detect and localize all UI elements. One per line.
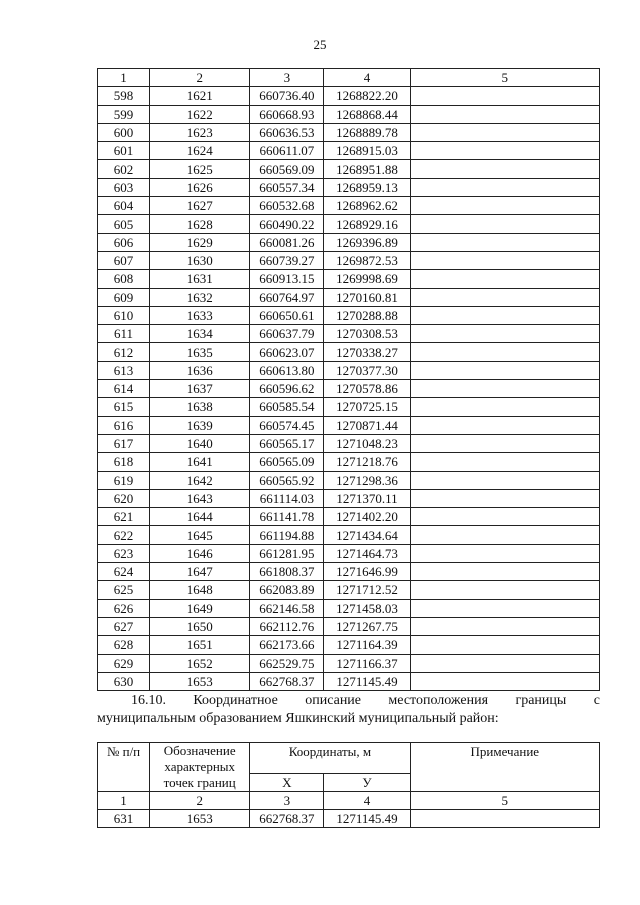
cell-x: 660611.07 xyxy=(250,142,324,160)
cell-x: 661194.88 xyxy=(250,526,324,544)
cell-num: 600 xyxy=(98,123,150,141)
cell-note xyxy=(410,270,599,288)
cell-note xyxy=(410,453,599,471)
cell-point: 1634 xyxy=(150,325,250,343)
table-row xyxy=(98,197,600,215)
section-heading-line-2: муниципальным образованием Яшкинский муниципальный район: xyxy=(97,711,499,726)
cell-num: 613 xyxy=(98,361,150,379)
numbering-cell: 2 xyxy=(150,792,250,810)
cell-point: 1653 xyxy=(150,810,250,828)
table-row xyxy=(98,142,600,160)
cell-point: 1629 xyxy=(150,233,250,251)
cell-note xyxy=(410,160,599,178)
cell-point: 1640 xyxy=(150,434,250,452)
cell-x: 660736.40 xyxy=(250,87,324,105)
para-word: с xyxy=(593,693,600,708)
header-note: Примечание xyxy=(410,743,599,792)
para-word: Координатное xyxy=(193,693,278,708)
table-row xyxy=(98,508,600,526)
cell-point: 1644 xyxy=(150,508,250,526)
cell-note xyxy=(410,508,599,526)
cell-note xyxy=(410,581,599,599)
cell-x: 660613.80 xyxy=(250,361,324,379)
cell-note xyxy=(410,325,599,343)
cell-y: 1270377.30 xyxy=(324,361,410,379)
table-row xyxy=(98,489,600,507)
cell-num: 620 xyxy=(98,489,150,507)
cell-x: 660636.53 xyxy=(250,123,324,141)
cell-num: 625 xyxy=(98,581,150,599)
header-coordinates: Координаты, м xyxy=(250,743,410,774)
table-row xyxy=(98,178,600,196)
para-word: местоположения xyxy=(388,693,489,708)
header-cell: 1 xyxy=(98,69,150,87)
cell-y: 1271048.23 xyxy=(324,434,410,452)
cell-x: 660081.26 xyxy=(250,233,324,251)
table-row xyxy=(98,325,600,343)
cell-num: 609 xyxy=(98,288,150,306)
cell-num: 623 xyxy=(98,544,150,562)
cell-x: 660565.92 xyxy=(250,471,324,489)
cell-point: 1643 xyxy=(150,489,250,507)
cell-note xyxy=(410,142,599,160)
table-row xyxy=(98,343,600,361)
cell-point: 1651 xyxy=(150,636,250,654)
cell-point: 1625 xyxy=(150,160,250,178)
cell-x: 661808.37 xyxy=(250,563,324,581)
cell-x: 662768.37 xyxy=(250,672,324,690)
table-row xyxy=(98,810,600,828)
cell-x: 661141.78 xyxy=(250,508,324,526)
table-row xyxy=(98,306,600,324)
cell-num: 616 xyxy=(98,416,150,434)
table-row xyxy=(98,160,600,178)
cell-point: 1633 xyxy=(150,306,250,324)
cell-x: 662768.37 xyxy=(250,810,324,828)
cell-x: 660637.79 xyxy=(250,325,324,343)
para-word: описание xyxy=(305,693,362,708)
cell-note xyxy=(410,178,599,196)
cell-num: 605 xyxy=(98,215,150,233)
cell-y: 1271164.39 xyxy=(324,636,410,654)
cell-point: 1626 xyxy=(150,178,250,196)
table-row xyxy=(98,270,600,288)
cell-x: 662529.75 xyxy=(250,654,324,672)
numbering-cell: 4 xyxy=(324,792,410,810)
cell-x: 660569.09 xyxy=(250,160,324,178)
header-x: X xyxy=(250,774,324,792)
para-word: 16.10. xyxy=(131,693,166,708)
table-row xyxy=(98,123,600,141)
cell-x: 662173.66 xyxy=(250,636,324,654)
cell-y: 1271712.52 xyxy=(324,581,410,599)
table-row xyxy=(98,636,600,654)
header-y: У xyxy=(324,774,410,792)
cell-y: 1270308.53 xyxy=(324,325,410,343)
cell-x: 660668.93 xyxy=(250,105,324,123)
cell-note xyxy=(410,672,599,690)
header-cell: 2 xyxy=(150,69,250,87)
section-heading-line-1 xyxy=(97,692,600,710)
cell-x: 660913.15 xyxy=(250,270,324,288)
table-row xyxy=(98,581,600,599)
cell-point: 1641 xyxy=(150,453,250,471)
table-row xyxy=(98,471,600,489)
cell-point: 1635 xyxy=(150,343,250,361)
cell-num: 619 xyxy=(98,471,150,489)
cell-num: 599 xyxy=(98,105,150,123)
cell-y: 1268959.13 xyxy=(324,178,410,196)
cell-note xyxy=(410,434,599,452)
cell-y: 1271646.99 xyxy=(324,563,410,581)
cell-x: 660739.27 xyxy=(250,251,324,269)
cell-num: 622 xyxy=(98,526,150,544)
coordinates-table-continued xyxy=(97,68,600,691)
cell-x: 660565.17 xyxy=(250,434,324,452)
cell-note xyxy=(410,288,599,306)
cell-note xyxy=(410,416,599,434)
para-word: границы xyxy=(515,693,567,708)
cell-num: 626 xyxy=(98,599,150,617)
cell-y: 1268868.44 xyxy=(324,105,410,123)
table-row xyxy=(98,87,600,105)
cell-num: 602 xyxy=(98,160,150,178)
table-header-row xyxy=(98,69,600,87)
header-num: № п/п xyxy=(98,743,150,792)
cell-y: 1271145.49 xyxy=(324,672,410,690)
cell-point: 1622 xyxy=(150,105,250,123)
cell-point: 1653 xyxy=(150,672,250,690)
cell-y: 1271370.11 xyxy=(324,489,410,507)
cell-y: 1268962.62 xyxy=(324,197,410,215)
cell-y: 1269998.69 xyxy=(324,270,410,288)
cell-num: 610 xyxy=(98,306,150,324)
cell-y: 1271464.73 xyxy=(324,544,410,562)
cell-y: 1270725.15 xyxy=(324,398,410,416)
cell-x: 660490.22 xyxy=(250,215,324,233)
cell-note xyxy=(410,654,599,672)
cell-point: 1624 xyxy=(150,142,250,160)
cell-y: 1271145.49 xyxy=(324,810,410,828)
cell-x: 660650.61 xyxy=(250,306,324,324)
table-row xyxy=(98,361,600,379)
cell-note xyxy=(410,306,599,324)
cell-y: 1268822.20 xyxy=(324,87,410,105)
cell-point: 1639 xyxy=(150,416,250,434)
cell-x: 660764.97 xyxy=(250,288,324,306)
cell-y: 1269872.53 xyxy=(324,251,410,269)
cell-note xyxy=(410,197,599,215)
table-row xyxy=(98,599,600,617)
cell-point: 1623 xyxy=(150,123,250,141)
cell-y: 1271267.75 xyxy=(324,617,410,635)
cell-note xyxy=(410,544,599,562)
cell-num: 621 xyxy=(98,508,150,526)
cell-x: 660585.54 xyxy=(250,398,324,416)
cell-num: 598 xyxy=(98,87,150,105)
cell-point: 1652 xyxy=(150,654,250,672)
cell-note xyxy=(410,489,599,507)
cell-num: 614 xyxy=(98,380,150,398)
header-cell: 5 xyxy=(410,69,599,87)
table-row xyxy=(98,654,600,672)
cell-y: 1271458.03 xyxy=(324,599,410,617)
cell-point: 1650 xyxy=(150,617,250,635)
page-number: 25 xyxy=(313,37,327,52)
cell-y: 1270871.44 xyxy=(324,416,410,434)
header-cell: 3 xyxy=(250,69,324,87)
coordinates-table-yashkinsky xyxy=(97,742,600,828)
cell-note xyxy=(410,361,599,379)
cell-point: 1631 xyxy=(150,270,250,288)
cell-x: 660623.07 xyxy=(250,343,324,361)
cell-x: 660557.34 xyxy=(250,178,324,196)
cell-point: 1649 xyxy=(150,599,250,617)
cell-note xyxy=(410,526,599,544)
table-row xyxy=(98,215,600,233)
table-row xyxy=(98,453,600,471)
cell-y: 1271218.76 xyxy=(324,453,410,471)
table-row xyxy=(98,563,600,581)
cell-point: 1645 xyxy=(150,526,250,544)
cell-num: 611 xyxy=(98,325,150,343)
cell-point: 1648 xyxy=(150,581,250,599)
cell-num: 603 xyxy=(98,178,150,196)
cell-note xyxy=(410,380,599,398)
cell-point: 1646 xyxy=(150,544,250,562)
cell-x: 660532.68 xyxy=(250,197,324,215)
cell-point: 1632 xyxy=(150,288,250,306)
table-row xyxy=(98,233,600,251)
cell-num: 624 xyxy=(98,563,150,581)
cell-y: 1268929.16 xyxy=(324,215,410,233)
cell-num: 604 xyxy=(98,197,150,215)
cell-x: 660574.45 xyxy=(250,416,324,434)
cell-num: 631 xyxy=(98,810,150,828)
cell-y: 1271402.20 xyxy=(324,508,410,526)
cell-num: 601 xyxy=(98,142,150,160)
cell-y: 1270160.81 xyxy=(324,288,410,306)
cell-point: 1628 xyxy=(150,215,250,233)
table-row xyxy=(98,398,600,416)
cell-num: 629 xyxy=(98,654,150,672)
cell-note xyxy=(410,105,599,123)
cell-y: 1270288.88 xyxy=(324,306,410,324)
cell-num: 612 xyxy=(98,343,150,361)
cell-note xyxy=(410,343,599,361)
table-row xyxy=(98,617,600,635)
cell-note xyxy=(410,398,599,416)
cell-num: 628 xyxy=(98,636,150,654)
header-designation: Обозначение характерных точек границ xyxy=(150,743,250,792)
cell-num: 608 xyxy=(98,270,150,288)
cell-note xyxy=(410,233,599,251)
cell-x: 660596.62 xyxy=(250,380,324,398)
cell-y: 1271434.64 xyxy=(324,526,410,544)
table-row xyxy=(98,526,600,544)
cell-note xyxy=(410,251,599,269)
cell-note xyxy=(410,123,599,141)
cell-num: 615 xyxy=(98,398,150,416)
cell-point: 1627 xyxy=(150,197,250,215)
cell-num: 617 xyxy=(98,434,150,452)
cell-num: 618 xyxy=(98,453,150,471)
cell-note xyxy=(410,810,599,828)
cell-note xyxy=(410,563,599,581)
table-row xyxy=(98,251,600,269)
cell-y: 1268951.88 xyxy=(324,160,410,178)
table-row xyxy=(98,544,600,562)
cell-point: 1647 xyxy=(150,563,250,581)
numbering-cell: 3 xyxy=(250,792,324,810)
numbering-cell: 1 xyxy=(98,792,150,810)
cell-num: 630 xyxy=(98,672,150,690)
cell-x: 661114.03 xyxy=(250,489,324,507)
cell-note xyxy=(410,471,599,489)
cell-y: 1270338.27 xyxy=(324,343,410,361)
cell-note xyxy=(410,599,599,617)
table-row xyxy=(98,288,600,306)
cell-note xyxy=(410,215,599,233)
cell-x: 660565.09 xyxy=(250,453,324,471)
header-cell: 4 xyxy=(324,69,410,87)
cell-y: 1269396.89 xyxy=(324,233,410,251)
table-row xyxy=(98,416,600,434)
cell-x: 662112.76 xyxy=(250,617,324,635)
cell-point: 1638 xyxy=(150,398,250,416)
table-row xyxy=(98,672,600,690)
cell-num: 627 xyxy=(98,617,150,635)
cell-y: 1271298.36 xyxy=(324,471,410,489)
cell-y: 1268889.78 xyxy=(324,123,410,141)
table-row xyxy=(98,434,600,452)
cell-x: 661281.95 xyxy=(250,544,324,562)
cell-note xyxy=(410,87,599,105)
cell-point: 1642 xyxy=(150,471,250,489)
cell-y: 1268915.03 xyxy=(324,142,410,160)
cell-note xyxy=(410,617,599,635)
cell-num: 607 xyxy=(98,251,150,269)
cell-point: 1621 xyxy=(150,87,250,105)
numbering-cell: 5 xyxy=(410,792,599,810)
cell-y: 1271166.37 xyxy=(324,654,410,672)
table-row xyxy=(98,105,600,123)
table-row xyxy=(98,380,600,398)
cell-point: 1637 xyxy=(150,380,250,398)
cell-y: 1270578.86 xyxy=(324,380,410,398)
cell-point: 1630 xyxy=(150,251,250,269)
cell-x: 662083.89 xyxy=(250,581,324,599)
cell-note xyxy=(410,636,599,654)
cell-num: 606 xyxy=(98,233,150,251)
cell-point: 1636 xyxy=(150,361,250,379)
cell-x: 662146.58 xyxy=(250,599,324,617)
